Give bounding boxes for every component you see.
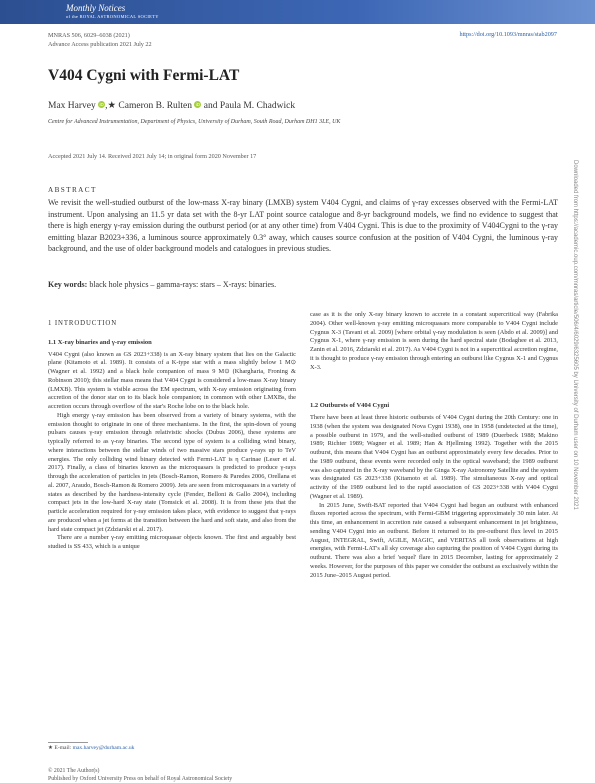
footnote [48, 745, 134, 751]
journal-title: Monthly Notices [66, 3, 125, 13]
citation: MNRAS 506, 6029–6038 (2021) [48, 31, 152, 40]
abstract-text: We revisit the well-studied outburst of the low-mass X-ray binary (LMXB) system V404 Cygni, and claims of γ-ray excesses observed with the Fermi-LAT instrument. Upon analysing an 11.5 yr data set with the 8-yr LAT point source catalogue and 8-yr background models, we find no evidence to suggest that there is high energy γ-ray emission during the outburst period (or at any other time) from V404 Cygni. This is due to the proximity of V404Cygni to the γ-ray emitting blazar B2023+336, a luminous source approximately 0.3° away, which causes source confusion at the position of V404 Cygni, the luminous γ-ray background, and the use of older background models and catalogues in previous studies. [48, 197, 558, 255]
subsection-heading-xrb: 1.1 X-ray binaries and γ-ray emission [48, 339, 296, 348]
corresponding-mark: ,★ [105, 101, 116, 111]
keywords [48, 280, 276, 289]
citation-block [48, 31, 152, 49]
affiliation: Centre for Advanced Instrumentation, Department of Physics, University of Durham, South Road, Durham DH1 3LE, UK [48, 119, 340, 125]
author-3: and Paula M. Chadwick [204, 101, 295, 111]
right-column [310, 311, 558, 580]
download-sidebar: Downloaded from https://academic.oup.com/mnras/article/506/4/6029/6325605 by University of Durham user on 10 November 2021 [566, 160, 578, 640]
author-list [48, 100, 295, 111]
paragraph: In 2015 June, Swift-BAT reported that V404 Cygni had begun an outburst with enhanced fluxes reported across the spectrum, with Fermi-GBM triggering approximately 30 min later. At this time, an enhancement in accretion rate caused a subsequent enhancement in jet brightness, sending V404 Cygni into an outburst. Before it returned to its pre-outburst flux level in 2015 August, INTEGRAL, Swift, AGILE, MAGIC, and VERITAS all took observations at high energies, with Fermi-LAT's all sky coverage also capturing the position of V404 Cygni during its outburst. There was also a brief 'sequel' flare in 2015 December, lasting for approximately 2 weeks. However, for the purposes of this paper we consider the outburst as exclusively within the 2015 June–2015 August period. [310, 502, 558, 581]
advance-access: Advance Access publication 2021 July 22 [48, 40, 152, 49]
author-2: Cameron B. Rulten [118, 101, 192, 111]
paragraph: V404 Cygni (also known as GS 2023+338) is an X-ray binary system that lies on the Galactic plane (Kitamoto et al. 1989). It consists of a K-type star with a mass slightly below 1 M⊙ (Wagner et al. 1992) and a black hole companion of mass 9 M⊙ (Khargharia, Froning & Robinson 2010); this stellar mass means that V404 Cygni is considered a low-mass X-ray binary (LMXB). This system is visible across the EM spectrum, with X-ray emission originating from accretion of the donor star on to its black hole companion; in common with other LMXBs, the accretion occurs through overflow of the star's Roche lobe on to the black hole. [48, 351, 296, 412]
footnote-rule [48, 742, 88, 743]
email-link[interactable]: max.harvey@durham.ac.uk [73, 745, 135, 751]
doi-link[interactable]: https://doi.org/10.1093/mnras/stab2097 [459, 31, 557, 38]
copyright-block [48, 768, 232, 783]
left-column [48, 320, 296, 552]
paragraph: case as it is the only X-ray binary known to accrete in a constant supercritical way (Fabrika 2004). Other well-known γ-ray emitting microquasars more comparable to V404 Cygni include Cygnus X-3 (Tavani et al. 2009) [where orbital γ-ray modulation is seen (Abdo et al. 2009)] and Cygnus X-1, where γ-ray emission is seen during the hard spectral state (Bodaghee et al. 2013, Zanin et al. 2016, Zdziarski et al. 2017). As V404 Cygni is not in a supercritical accretion regime, it is thought to produce γ-ray emission through entering an outburst like Cygnus X-1 and Cygnus X-3. [310, 311, 558, 372]
keywords-text: black hole physics – gamma-rays: stars – X-rays: binaries. [89, 280, 276, 289]
orcid-icon[interactable]: iD [98, 101, 105, 108]
paragraph: High energy γ-ray emission has been observed from a variety of binary systems, with the emission thought to originate in one of three mechanisms. In the first, the spin-down of young pulsars causes γ-ray emission through relativistic shocks (Dubus 2006), these systems are typically referred to as γ-ray binaries. The second type of system is a colliding wind binary, where interactions between the stellar winds of two massive stars produce γ-rays up to TeV energies. The only colliding wind binary detected with Fermi-LAT is η Carinae (Leser et al. 2017). Finally, a class of binaries known as the microquasars is predicted to produce γ-rays through the acceleration of particles in jets (Bosch-Ramon, Romero & Paredes 2006, Orellana et al. 2007, Araudo, Bosch-Ramon & Romero 2009). Jets are seen from microquasars in a variety of states as described by the hardness-intensity cycle (Fender, Belloni & Gallo 2004), including compact jets in the low-hard X-ray state (Tomsick et al. 2008). It is from these jets that the particle acceleration required for γ-ray emission takes place, with evidence to suggest that γ-rays are produced when a jet forms at the transition between the hard and soft state, and also from the hard state compact jet (Zdziarski et al. 2017). [48, 412, 296, 535]
publisher-line: Published by Oxford University Press on behalf of Royal Astronomical Society [48, 776, 232, 783]
journal-subtitle: of the ROYAL ASTRONOMICAL SOCIETY [66, 14, 159, 19]
abstract-heading: ABSTRACT [48, 186, 97, 194]
orcid-icon[interactable]: iD [194, 101, 201, 108]
footnote-label: ★ E-mail: [48, 745, 73, 751]
accepted-dates: Accepted 2021 July 14. Received 2021 July 14; in original form 2020 November 17 [48, 153, 256, 160]
section-heading-introduction: 1 INTRODUCTION [48, 320, 296, 329]
copyright-line: © 2021 The Author(s) [48, 768, 232, 776]
keywords-label: Key words: [48, 280, 87, 289]
paragraph: There are a number γ-ray emitting microquasar objects known. The first and arguably best studied is SS 433, which is a unique [48, 534, 296, 552]
paragraph: There have been at least three historic outbursts of V404 Cygni during the 20th Century: one in 1938 (when the system was designated Nova Cygni 1938), one in 1958 (undetected at the time), a possible outburst in 1979, and the well-studied outburst of 1989 (Duerbeck 1988; Makino 1989; Richter 1989; Wagner et al. 1989; Han & Hjellming 1992). Together with the 2015 outburst, this means that V404 Cygni has an outburst approximately every few decades. Prior to the 1989 outburst, these events were recorded only in the optical waveband; the 1989 outburst was also captured in the X-ray waveband by the Ginga X-ray Astronomy Satellite and the system was designated GS 2023+338 (Kitamoto et al. 1989). The simultaneous X-ray and optical activity of the 1989 outburst led to the rapid association of GS 2023+338 with V404 Cygni (Wagner et al. 1989). [310, 414, 558, 502]
author-1: Max Harvey [48, 101, 96, 111]
subsection-heading-outbursts: 1.2 Outbursts of V404 Cygni [310, 402, 558, 411]
paper-title: V404 Cygni with Fermi-LAT [48, 67, 239, 85]
